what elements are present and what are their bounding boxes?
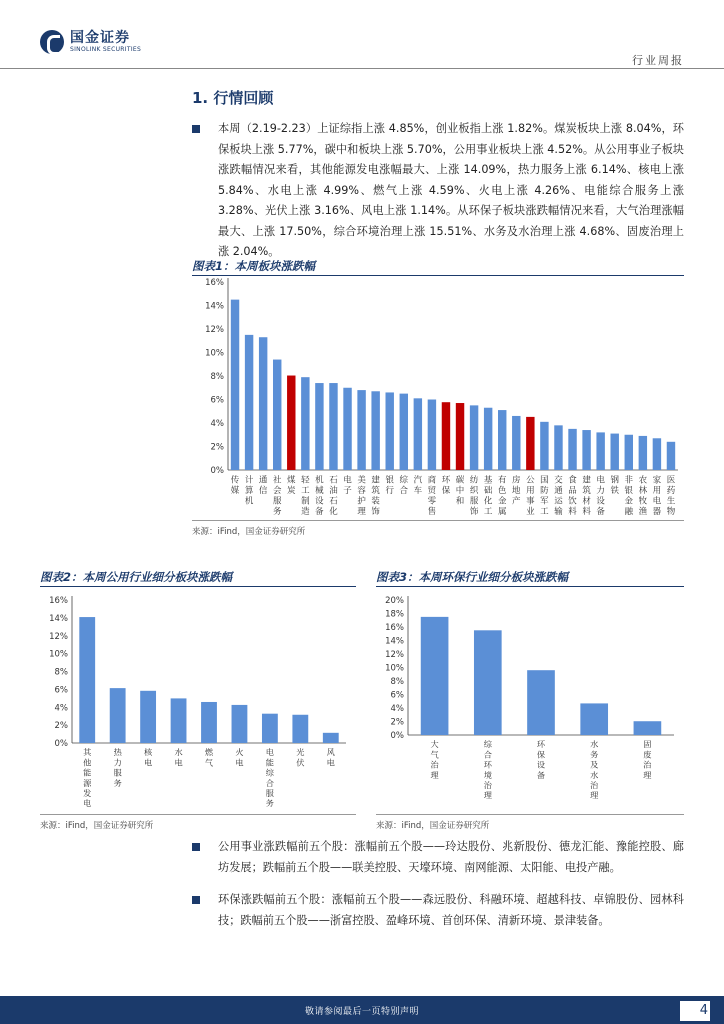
figure-2-top-rule [40,586,356,587]
brand-logo [40,30,141,54]
x-category-label: 火 [235,747,244,758]
chart-utility-subsectors [40,588,356,814]
bar [273,360,281,470]
x-category-label: 合 [483,749,492,760]
bar [474,630,502,735]
x-category-label: 建 [371,475,380,486]
market-summary-paragraph [192,119,684,263]
x-category-label: 其 [83,747,92,758]
figure-2-title: 图表2：本周公用行业细分板块涨跌幅 [40,570,232,584]
bar [442,402,450,470]
figure-1-title: 图表1：本周板块涨跌幅 [192,259,316,273]
y-tick-label: 12% [49,631,68,642]
brand-name-cn: 国金证券 [70,30,130,46]
bar [568,429,576,470]
x-category-label: 热 [113,747,122,758]
x-category-label: 饰 [371,507,380,517]
x-category-label: 造 [301,507,310,517]
y-tick-label: 16% [205,278,224,288]
x-category-label: 品 [568,486,577,496]
bar [386,392,394,470]
bar [625,435,633,470]
x-category-label: 理 [483,790,492,801]
x-category-label: 设 [536,759,546,770]
x-category-label: 金 [624,496,634,507]
x-category-label: 国 [540,475,549,486]
env-stocks-text: 环保涨跌幅前五个股：涨幅前五个股——森远股份、科融环境、超越科技、卓锦股份、园林科技；跌幅前五个股——浙富控股、盈峰环境、首创环保、清新环境、景津装备。 [218,893,684,927]
x-category-label: 地 [512,486,521,496]
x-category-label: 设 [315,496,324,507]
x-category-label: 电 [174,757,183,768]
x-category-label: 油 [329,486,338,496]
x-category-label: 媒 [230,486,240,496]
x-category-label: 石 [329,475,338,486]
bullet-square-icon [192,125,200,133]
x-category-label: 会 [272,486,282,496]
x-category-label: 社 [272,475,282,486]
bar [470,405,478,470]
bar [232,705,248,743]
y-tick-label: 12% [385,650,404,660]
x-category-label: 综 [483,739,492,750]
x-category-label: 纺 [469,475,479,486]
figure-2-bottom-rule [40,814,356,815]
x-category-label: 工 [301,486,310,496]
bar [639,436,647,470]
y-tick-label: 12% [205,325,224,335]
x-category-label: 林 [638,486,648,496]
x-category-label: 源 [83,777,92,788]
brand-name-en: SINOLINK SECURITIES [70,46,142,53]
x-category-label: 电 [83,798,92,809]
x-category-label: 农 [638,475,648,486]
y-tick-label: 20% [385,596,404,606]
x-category-label: 综 [265,767,274,778]
x-category-label: 美 [357,475,366,486]
x-category-label: 织 [469,486,479,496]
x-category-label: 能 [265,757,274,768]
bar [498,410,506,470]
bar [371,391,379,470]
y-tick-label: 16% [49,596,68,606]
x-category-label: 铁 [610,486,619,496]
x-category-label: 汽 [413,475,423,486]
x-category-label: 固 [643,739,652,750]
x-category-label: 通 [258,475,268,486]
x-category-label: 化 [483,496,493,507]
x-category-label: 环 [536,739,546,750]
x-category-label: 输 [554,507,563,517]
page-footer [0,996,724,1024]
bar [79,617,95,743]
x-category-label: 金 [497,496,507,507]
x-category-label: 防 [540,486,549,496]
x-category-label: 军 [540,496,549,507]
x-category-label: 环 [483,759,492,770]
x-category-label: 服 [272,496,282,507]
bar [414,398,422,470]
y-tick-label: 6% [210,395,224,406]
x-category-label: 电 [265,747,274,758]
y-tick-label: 10% [385,663,404,674]
bar [201,702,217,743]
section-title: 1. 行情回顾 [192,89,274,107]
x-category-label: 银 [385,475,394,486]
x-category-label: 水 [590,739,599,750]
bar [315,383,323,470]
y-tick-label: 2% [210,442,224,453]
bar [421,617,449,735]
x-category-label: 设 [596,496,605,507]
x-category-label: 础 [483,486,493,496]
x-category-label: 容 [357,486,366,496]
y-tick-label: 8% [210,372,224,382]
x-category-label: 械 [315,486,324,496]
bar [526,417,534,470]
x-category-label: 理 [590,790,599,801]
x-category-label: 色 [497,486,507,496]
x-category-label: 气 [204,757,214,768]
bar [484,408,492,470]
bar [540,422,548,470]
x-category-label: 环 [441,475,451,486]
bar [527,670,555,735]
x-category-label: 电 [652,496,662,507]
y-tick-label: 16% [385,623,404,633]
x-category-label: 护 [357,496,366,507]
x-category-label: 饮 [568,496,577,507]
x-category-label: 电 [144,757,153,768]
x-category-label: 事 [526,496,535,507]
x-category-label: 生 [666,496,676,507]
x-category-label: 车 [413,486,423,496]
x-category-label: 水 [590,769,599,780]
x-category-label: 钢 [610,475,619,486]
logo-icon [40,30,64,54]
x-category-label: 和 [455,496,465,507]
x-category-label: 备 [315,507,324,517]
bar [287,376,295,470]
x-category-label: 电 [326,757,335,768]
x-category-label: 工 [540,507,549,517]
x-category-label: 医 [666,475,676,486]
x-category-label: 及 [590,759,599,770]
x-category-label: 业 [526,507,535,517]
x-category-label: 保 [441,486,451,496]
page-header [0,0,724,70]
x-category-label: 工 [483,507,493,517]
bar [245,335,253,470]
y-tick-label: 14% [385,636,404,647]
x-category-label: 交 [554,475,563,486]
x-category-label: 保 [536,749,546,760]
x-category-label: 非 [624,475,634,486]
y-tick-label: 4% [390,704,404,714]
x-category-label: 大 [430,739,439,750]
bar [400,394,408,470]
x-category-label: 务 [272,507,282,517]
x-category-label: 物 [666,507,676,517]
page-number: 4 [680,1001,710,1021]
x-category-label: 备 [596,507,605,517]
x-category-label: 理 [430,769,439,780]
x-category-label: 器 [652,507,662,517]
x-category-label: 渔 [638,507,648,517]
x-category-label: 牧 [638,496,648,507]
bar [262,714,278,743]
y-tick-label: 0% [210,466,224,476]
y-tick-label: 10% [205,348,224,359]
figure-2-source: 来源：iFind，国金证券研究所 [40,821,154,831]
x-category-label: 电 [235,757,244,768]
bar [428,400,436,471]
figure-1-bottom-rule [192,520,684,521]
x-category-label: 装 [371,496,380,507]
bar [582,430,590,470]
y-tick-label: 14% [49,613,68,624]
x-category-label: 药 [666,486,676,496]
x-category-label: 碳 [455,475,465,486]
x-category-label: 计 [244,475,254,486]
x-category-label: 理 [643,769,652,780]
x-category-label: 机 [315,475,324,486]
x-category-label: 核 [144,747,153,758]
x-category-label: 传 [230,475,240,486]
x-category-label: 力 [596,486,605,496]
bar [554,425,562,470]
x-category-label: 务 [113,777,122,788]
x-category-label: 务 [265,798,274,809]
bar [301,377,309,470]
y-tick-label: 10% [49,649,68,660]
x-category-label: 备 [536,769,546,780]
x-category-label: 伏 [296,757,305,768]
x-category-label: 运 [554,496,563,507]
x-category-label: 炭 [287,486,296,496]
x-category-label: 服 [469,496,479,507]
x-category-label: 建 [582,475,591,486]
figure-1-source: 来源：iFind，国金证券研究所 [192,527,306,537]
bar [456,403,464,470]
bar [512,416,520,470]
x-category-label: 服 [265,788,274,798]
figure-3-source: 来源：iFind，国金证券研究所 [376,821,490,831]
x-category-label: 他 [83,757,92,768]
bar [611,434,619,470]
bar [323,733,339,743]
x-category-label: 信 [258,486,268,496]
x-category-label: 治 [590,780,599,790]
bullet-square-icon [192,843,200,851]
x-category-label: 综 [399,475,409,486]
x-category-label: 基 [483,475,493,486]
x-category-label: 制 [301,496,310,507]
x-category-label: 材 [582,496,591,507]
figure-3-bottom-rule [376,814,684,815]
bar [596,432,604,470]
bar [231,300,239,470]
x-category-label: 食 [568,475,577,486]
env-stocks-paragraph [192,890,684,931]
chart-environmental-subsectors [376,588,684,814]
x-category-label: 煤 [287,475,296,486]
y-tick-label: 4% [54,703,68,714]
x-category-label: 境 [483,769,492,780]
x-category-label: 房 [512,475,521,486]
x-category-label: 有 [497,475,507,486]
x-category-label: 能 [83,767,92,778]
y-tick-label: 18% [385,609,404,620]
x-category-label: 零 [427,496,437,507]
y-tick-label: 4% [210,419,224,429]
report-type: 行业周报 [632,54,684,67]
bar [667,442,675,470]
bar [259,337,267,470]
x-category-label: 治 [483,780,492,790]
x-category-label: 石 [329,496,338,507]
x-category-label: 理 [357,507,366,517]
x-category-label: 服 [113,767,122,778]
x-category-label: 家 [652,475,662,486]
x-category-label: 光 [296,747,305,758]
y-tick-label: 0% [390,731,404,741]
x-category-label: 风 [326,747,335,758]
y-tick-label: 2% [54,721,68,732]
x-category-label: 料 [582,507,591,517]
bullet-square-icon [192,896,200,904]
y-tick-label: 2% [390,717,404,728]
x-category-label: 用 [652,486,662,496]
x-category-label: 水 [174,747,183,758]
y-tick-label: 8% [54,667,68,678]
bar [171,698,187,743]
x-category-label: 用 [526,486,535,496]
x-category-label: 燃 [204,747,214,758]
x-category-label: 机 [244,496,254,507]
bar [140,691,156,743]
bar [329,383,337,470]
bar [634,721,662,735]
x-category-label: 合 [399,486,409,496]
x-category-label: 发 [83,788,92,798]
x-category-label: 料 [568,507,577,517]
y-tick-label: 0% [54,739,68,749]
x-category-label: 行 [385,486,394,496]
x-category-label: 化 [329,507,338,517]
y-tick-label: 6% [54,685,68,696]
utility-stocks-paragraph [192,837,684,878]
y-tick-label: 6% [390,690,404,701]
x-category-label: 电 [596,475,605,486]
x-category-label: 公 [526,475,535,486]
x-category-label: 合 [265,777,274,788]
x-category-label: 贸 [427,486,437,496]
x-category-label: 轻 [301,475,310,486]
x-category-label: 算 [244,486,254,496]
y-tick-label: 14% [205,301,224,312]
x-category-label: 饰 [469,507,479,517]
market-summary-text: 本周（2.19-2.23）上证综指上涨 4.85%，创业板指上涨 1.82%。煤炭板块上涨 8.04%，环保板块上涨 5.77%，碳中和板块上涨 5.70%，公用事业板块上涨 4.52%。从公用事业子板块涨跌幅情况来看，其他能源发电涨幅最大、上涨 14.09%，热力服务上涨 6.14%、核电上涨 5.84%、水电上涨 4.99%、燃气上涨 4.59%、火电上涨 4.26%、电能综合服务上涨 3.28%、光伏上涨 3.16%、风电上涨 1.14%。从环保子板块涨跌幅情况来看，大气治理涨幅最大、上涨 17.50%，综合环境治理上涨 15.51%、水务及水治理上涨 4.68%、固废治理上涨 2.04%。 [218,122,684,258]
x-category-label: 银 [624,486,634,496]
x-category-label: 融 [624,507,634,517]
header-divider [0,68,724,69]
x-category-label: 废 [643,749,652,760]
x-category-label: 筑 [582,486,591,496]
x-category-label: 售 [427,507,437,517]
x-category-label: 产 [512,496,521,507]
bar [653,438,661,470]
x-category-label: 中 [455,486,465,496]
x-category-label: 筑 [371,486,380,496]
x-category-label: 商 [427,475,437,486]
x-category-label: 子 [343,486,352,496]
bar [110,688,126,743]
x-category-label: 气 [430,749,439,760]
y-tick-label: 8% [390,677,404,687]
x-category-label: 务 [590,749,599,760]
x-category-label: 电 [343,475,352,486]
bar [580,703,608,735]
chart-sector-performance [192,276,684,520]
bar [292,715,308,743]
x-category-label: 治 [430,759,439,770]
figure-3-top-rule [376,586,684,587]
figure-3-title: 图表3：本周环保行业细分板块涨跌幅 [376,570,568,584]
utility-stocks-text: 公用事业涨跌幅前五个股：涨幅前五个股——玲达股份、兆新股份、德龙汇能、豫能控股、廊坊发展；跌幅前五个股——联美控股、天壕环境、南网能源、太阳能、电投产融。 [218,840,684,874]
bar [357,390,365,470]
footer-disclaimer: 敬请参阅最后一页特别声明 [304,1007,419,1017]
x-category-label: 通 [554,486,563,496]
x-category-label: 属 [497,507,507,517]
bar [343,388,351,470]
x-category-label: 治 [643,759,652,770]
x-category-label: 力 [113,757,122,768]
